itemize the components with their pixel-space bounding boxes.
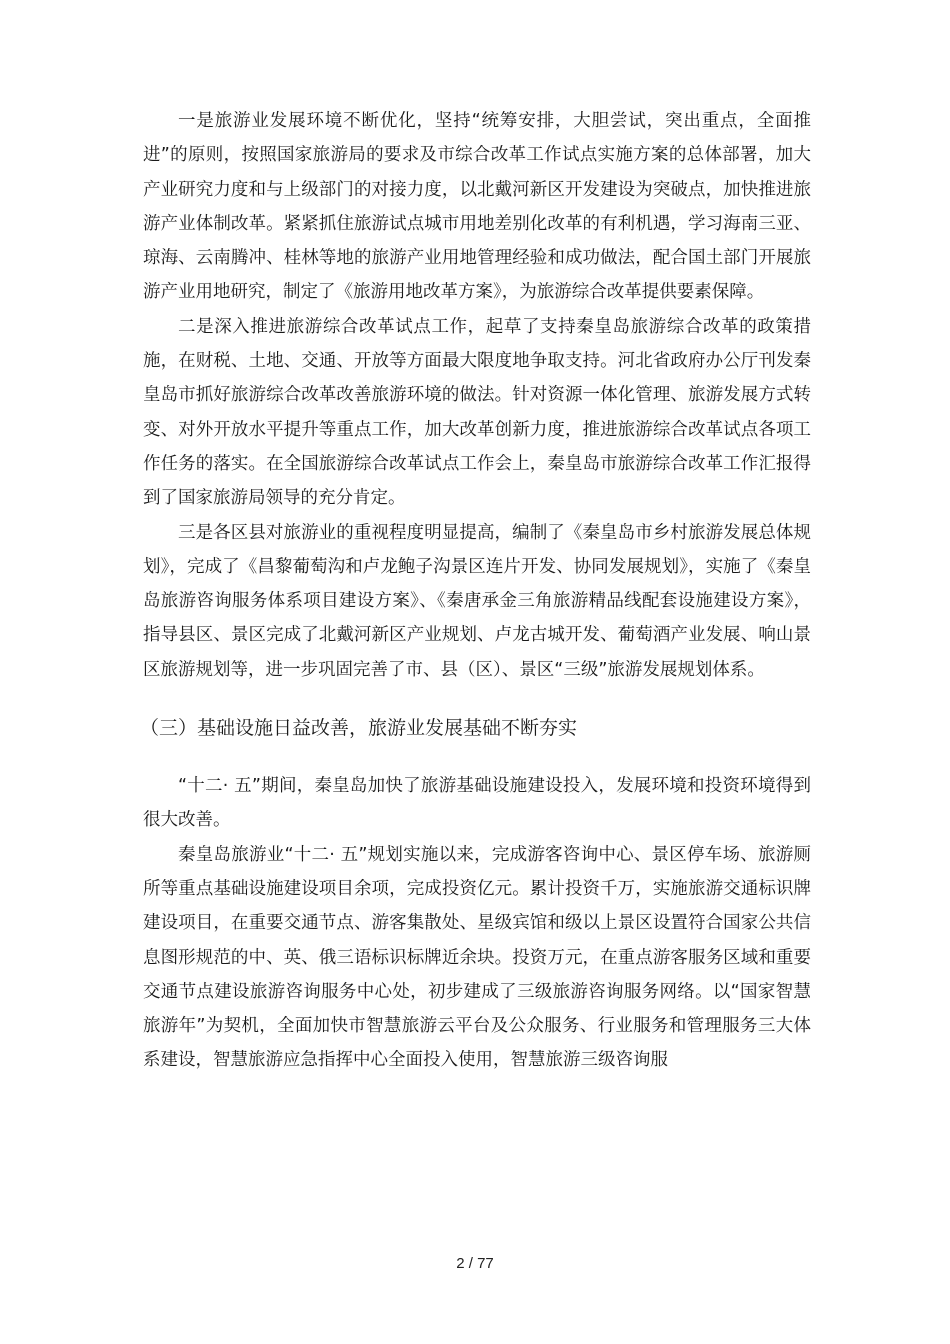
paragraph-planning-system: 三是各区县对旅游业的重视程度明显提高，编制了《秦皇岛市乡村旅游发展总体规划》，完成了《昌黎葡萄沟和卢龙鲍子沟景区连片开发、协同发展规划》，实施了《秦皇岛旅游咨询服务体系项目建设方案》、《秦唐承金三角旅游精品线配套设施建设方案》，指导县区、景区完成了北戴河新区产业规划、卢龙古城开发、葡萄酒产业发展、响山景区旅游规划等，进一步巩固完善了市、县（区）、景区“三级”旅游发展规划体系。 <box>143 522 811 680</box>
paragraph-reform-pilot: 二是深入推进旅游综合改革试点工作，起草了支持秦皇岛旅游综合改革的政策措施，在财税、土地、交通、开放等方面最大限度地争取支持。河北省政府办公厅刊发秦皇岛市抓好旅游综合改革改善旅游环境的做法。针对资源一体化管理、旅游发展方式转变、对外开放水平提升等重点工作，加大改革创新力度，推进旅游综合改革试点各项工作任务的落实。在全国旅游综合改革试点工作会上，秦皇岛市旅游综合改革工作汇报得到了国家旅游局领导的充分肯定。 <box>143 316 811 509</box>
section-heading: （三）基础设施日益改善，旅游业发展基础不断夯实 <box>140 717 578 740</box>
paragraph-infrastructure-detail: 秦皇岛旅游业“十二· 五”规划实施以来，完成游客咨询中心、景区停车场、旅游厕所等重点基础设施建设项目余项，完成投资亿元。累计投资千万，实施旅游交通标识牌建设项目，在重要交通节点、游客集散处、星级宾馆和级以上景区设置符合国家公共信息图形规范的中、英、俄三语标识标牌近余块。投资万元，在重点游客服务区域和重要交通节点建设旅游咨询服务中心处，初步建成了三级旅游咨询服务网络。以“国家智慧旅游年”为契机，全面加快市智慧旅游云平台及公众服务、行业服务和管理服务三大体系建设，智慧旅游应急指挥中心全面投入使用，智慧旅游三级咨询服 <box>143 844 811 1071</box>
page-number: 2 / 77 <box>456 1255 494 1272</box>
document-body <box>140 104 811 1078</box>
paragraph-infrastructure-intro: “十二· 五”期间，秦皇岛加快了旅游基础设施建设投入，发展环境和投资环境得到很大改善。 <box>143 776 811 831</box>
paragraph-reform-environment: 一是旅游业发展环境不断优化，坚持“统筹安排，大胆尝试，突出重点，全面推进”的原则，按照国家旅游局的要求及市综合改革工作试点实施方案的总体部署，加大产业研究力度和与上级部门的对接力度，以北戴河新区开发建设为突破点，加快推进旅游产业体制改革。紧紧抓住旅游试点城市用地差别化改革的有利机遇，学习海南三亚、琼海、云南腾冲、桂林等地的旅游产业用地管理经验和成功做法，配合国土部门开展旅游产业用地研究，制定了《旅游用地改革方案》，为旅游综合改革提供要素保障。 <box>143 111 811 303</box>
